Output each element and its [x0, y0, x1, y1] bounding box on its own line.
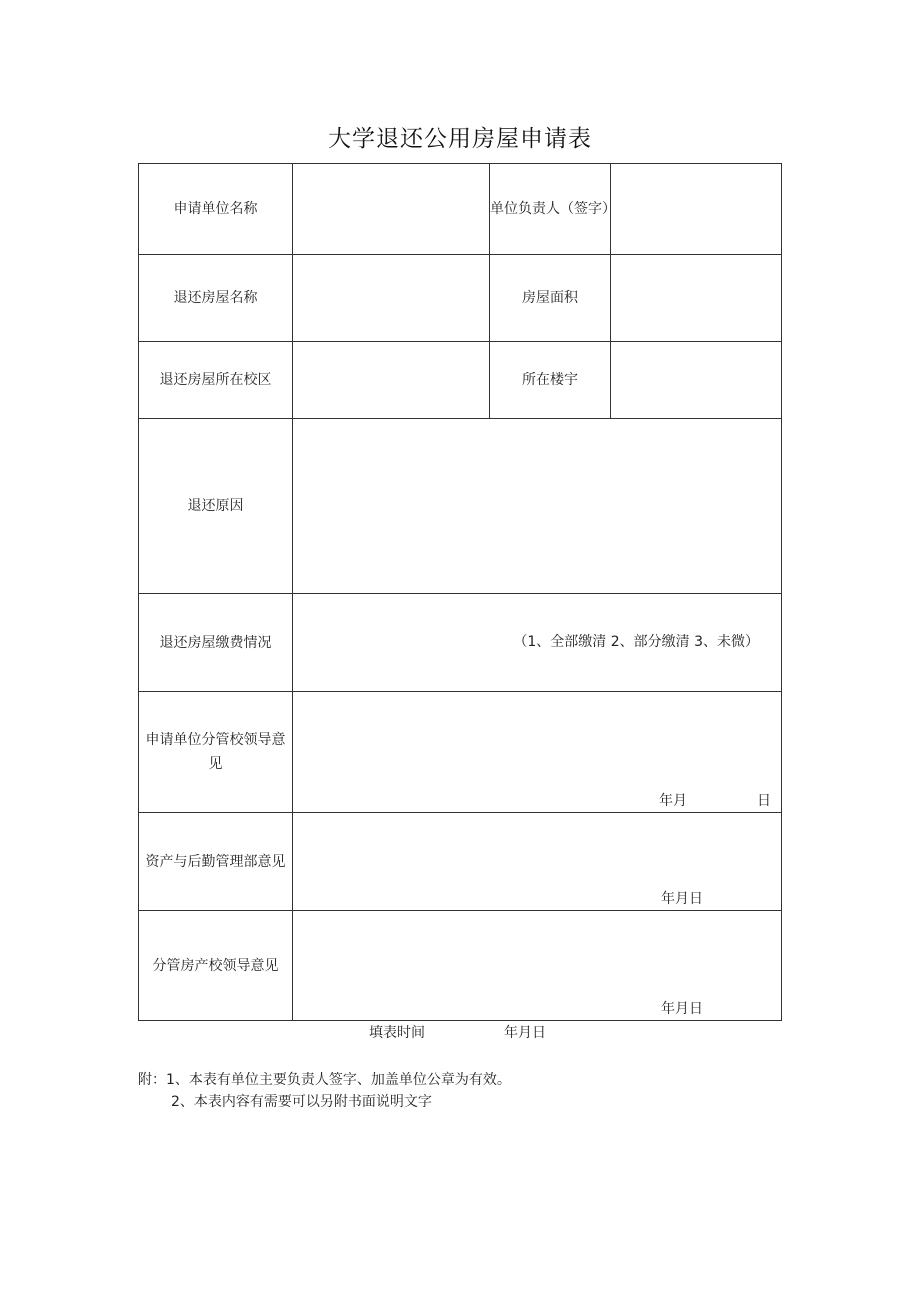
- leader-opinion-label: 申请单位分管校领导意见: [139, 692, 293, 813]
- applicant-unit-label: 申请单位名称: [139, 164, 293, 255]
- fill-time-date[interactable]: 年月日: [504, 1025, 546, 1041]
- reason-label: 退还原因: [139, 419, 293, 594]
- row-campus: [139, 342, 782, 419]
- fill-time-label: 填表时间: [369, 1025, 425, 1041]
- note-line-1: 附：1、本表有单位主要负责人签字、加盖单位公章为有效。: [138, 1072, 511, 1088]
- row-fee-status: [139, 594, 782, 692]
- fee-status-options: （1、全部缴清 2、部分缴清 3、未微）: [513, 634, 759, 650]
- asset-opinion-label: 资产与后勤管理部意见: [139, 813, 293, 911]
- campus-field[interactable]: [293, 342, 490, 419]
- fee-status-label: 退还房屋缴费情况: [139, 594, 293, 692]
- form-title: 大学退还公用房屋申请表: [328, 126, 592, 152]
- house-name-field[interactable]: [293, 255, 490, 342]
- house-area-label: 房屋面积: [490, 255, 611, 342]
- fee-status-field[interactable]: [293, 594, 782, 692]
- application-form-table: [138, 163, 782, 1021]
- unit-head-signature-label: 单位负责人（签字）: [490, 164, 611, 255]
- row-house-name: [139, 255, 782, 342]
- leader-date-year-month: 年月: [659, 793, 687, 809]
- row-house-leader-opinion: [139, 911, 782, 1021]
- applicant-unit-field[interactable]: [293, 164, 490, 255]
- house-leader-opinion-date: 年月日: [661, 1001, 703, 1017]
- building-field[interactable]: [611, 342, 782, 419]
- house-leader-opinion-field[interactable]: [293, 911, 782, 1021]
- asset-opinion-date: 年月日: [661, 891, 703, 907]
- note-line-2: 2、本表内容有需要可以另附书面说明文字: [171, 1094, 432, 1110]
- asset-opinion-field[interactable]: [293, 813, 782, 911]
- row-applicant-unit: [139, 164, 782, 255]
- house-name-label: 退还房屋名称: [139, 255, 293, 342]
- leader-date-day: 日: [757, 793, 771, 809]
- unit-head-signature-field[interactable]: [611, 164, 782, 255]
- house-leader-opinion-label: 分管房产校领导意见: [139, 911, 293, 1021]
- house-area-field[interactable]: [611, 255, 782, 342]
- campus-label: 退还房屋所在校区: [139, 342, 293, 419]
- leader-opinion-field[interactable]: [293, 692, 782, 813]
- building-label: 所在楼宇: [490, 342, 611, 419]
- row-asset-opinion: [139, 813, 782, 911]
- appendix-notes: [138, 1069, 511, 1113]
- row-reason: [139, 419, 782, 594]
- row-leader-opinion: [139, 692, 782, 813]
- reason-field[interactable]: [293, 419, 782, 594]
